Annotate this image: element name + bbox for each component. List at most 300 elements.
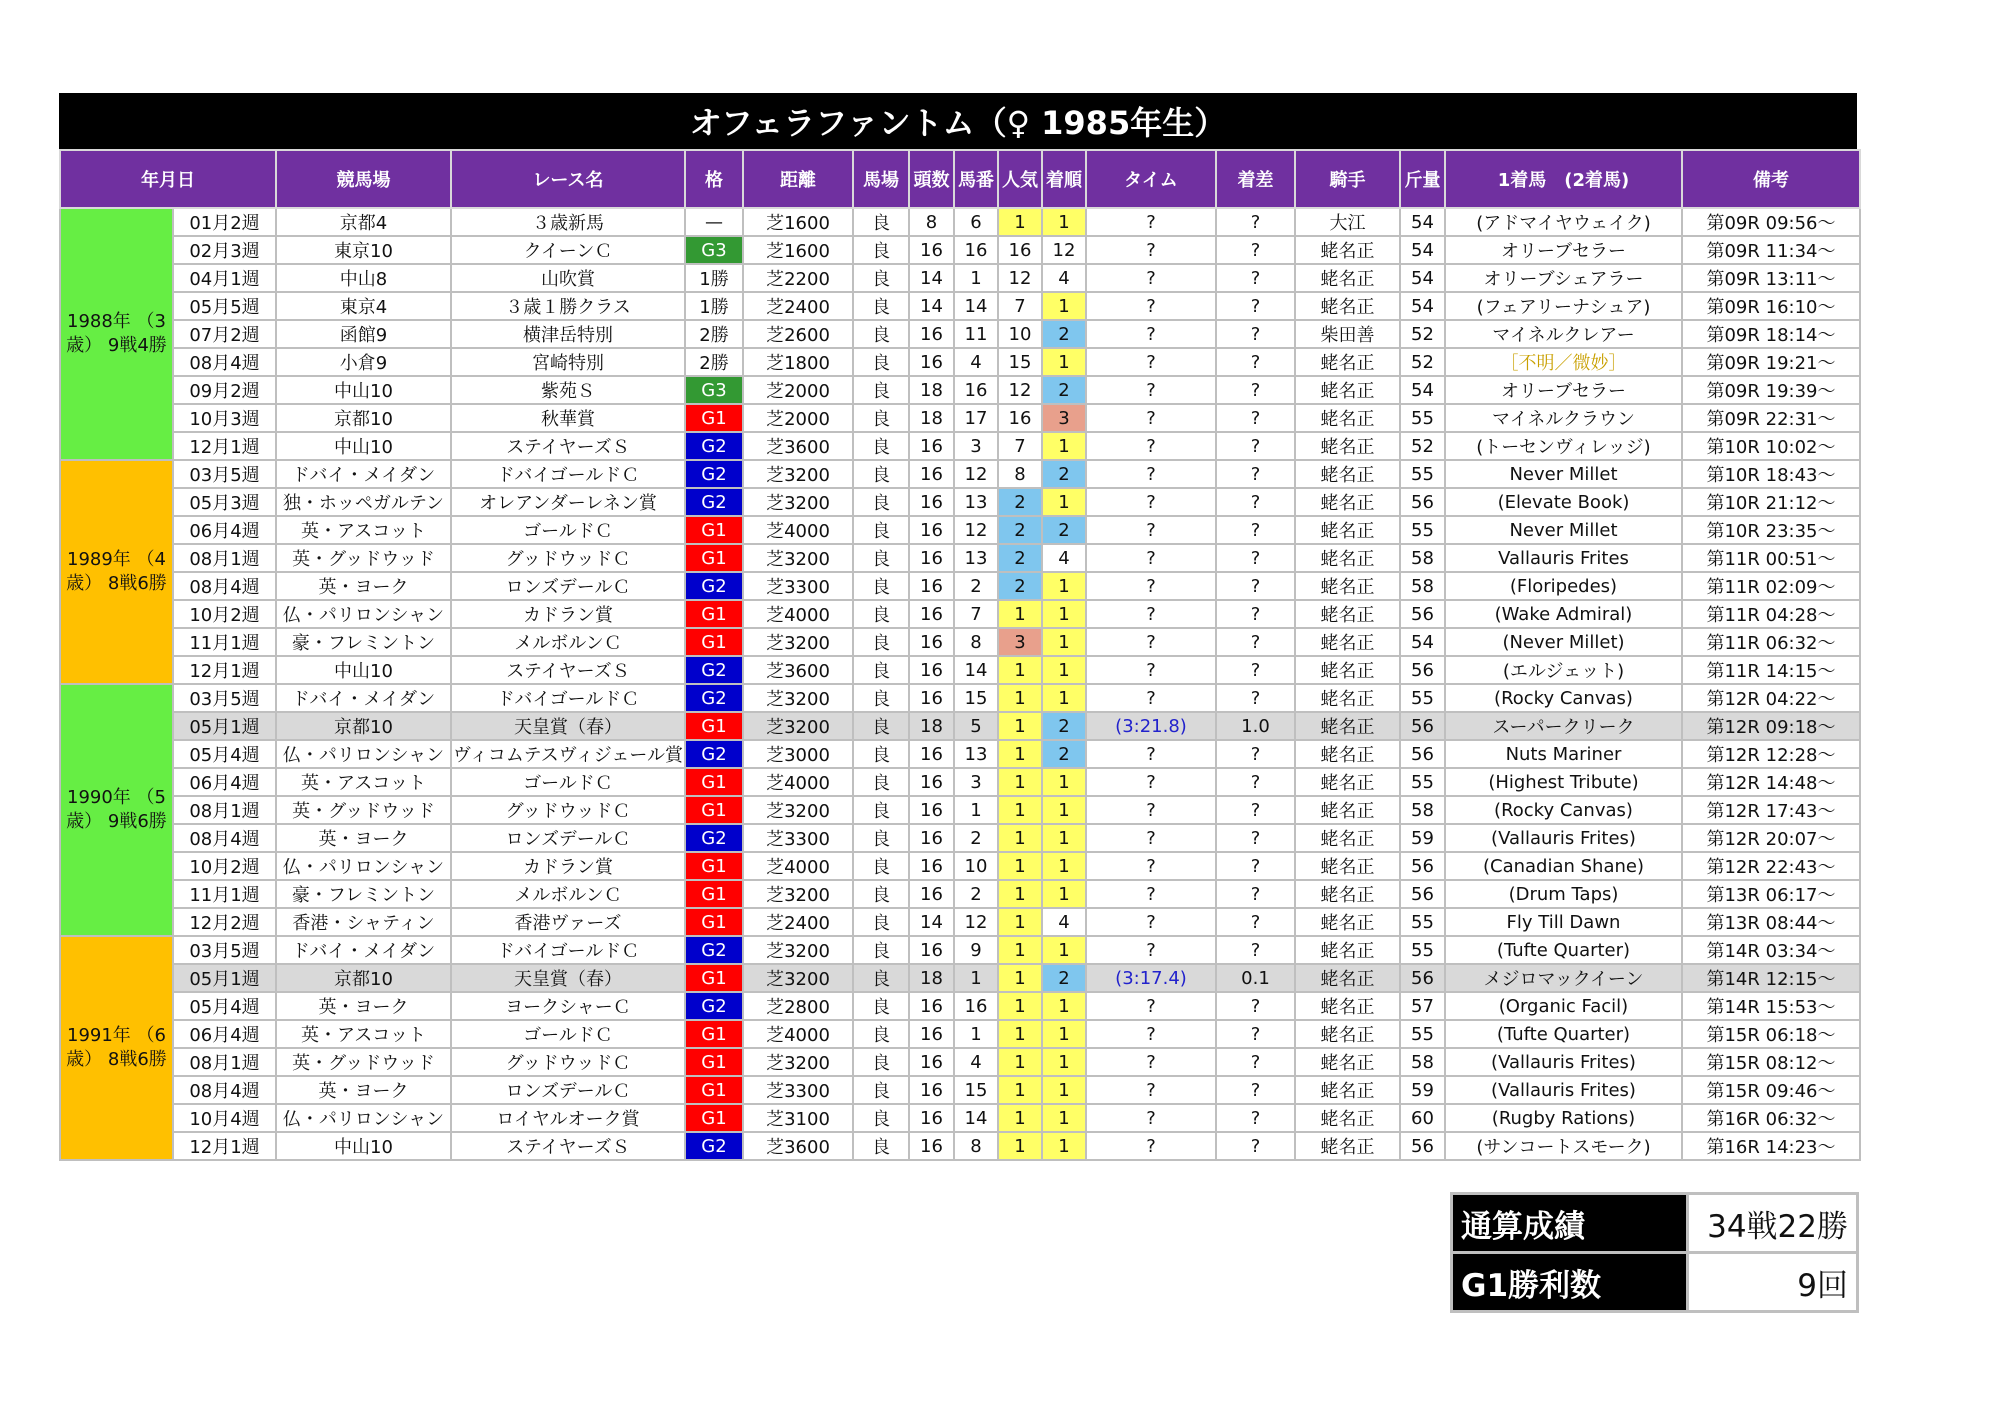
cell-horse-number: 8: [954, 1132, 998, 1160]
table-row: [60, 768, 1860, 796]
cell-winner: (Never Millet): [1445, 628, 1682, 656]
table-row: [60, 712, 1860, 740]
table-row: [60, 236, 1860, 264]
cell-time: ?: [1086, 908, 1216, 936]
cell-runners: 16: [909, 348, 954, 376]
cell-going: 良: [853, 460, 909, 488]
cell-popularity: 1: [998, 936, 1042, 964]
cell-finish: 1: [1042, 1132, 1086, 1160]
cell-runners: 16: [909, 460, 954, 488]
cell-notes: 第09R 11:34～: [1682, 236, 1860, 264]
cell-time: ?: [1086, 600, 1216, 628]
cell-weight: 56: [1400, 880, 1445, 908]
cell-race-name: ロイヤルオーク賞: [451, 1104, 685, 1132]
cell-weight: 60: [1400, 1104, 1445, 1132]
cell-runners: 16: [909, 824, 954, 852]
cell-jockey: 蛯名正: [1295, 1132, 1400, 1160]
cell-grade: G1: [685, 964, 743, 992]
cell-going: 良: [853, 544, 909, 572]
cell-jockey: 蛯名正: [1295, 740, 1400, 768]
cell-week: 03月5週: [173, 460, 276, 488]
summary-row-career: [1452, 1194, 1858, 1253]
cell-grade: G3: [685, 236, 743, 264]
cell-going: 良: [853, 264, 909, 292]
cell-jockey: 蛯名正: [1295, 992, 1400, 1020]
cell-margin: ?: [1216, 852, 1295, 880]
cell-margin: 0.1: [1216, 964, 1295, 992]
cell-popularity: 1: [998, 880, 1042, 908]
cell-margin: ?: [1216, 908, 1295, 936]
cell-horse-number: 6: [954, 208, 998, 236]
cell-distance: 芝3200: [743, 684, 853, 712]
cell-winner: マイネルクレアー: [1445, 320, 1682, 348]
cell-finish: 12: [1042, 236, 1086, 264]
cell-winner: (Highest Tribute): [1445, 768, 1682, 796]
cell-runners: 16: [909, 516, 954, 544]
cell-course: 仏・パリロンシャン: [276, 740, 451, 768]
cell-time: ?: [1086, 628, 1216, 656]
cell-going: 良: [853, 1048, 909, 1076]
cell-notes: 第14R 12:15～: [1682, 964, 1860, 992]
cell-runners: 16: [909, 684, 954, 712]
cell-time: ?: [1086, 488, 1216, 516]
cell-going: 良: [853, 488, 909, 516]
header-winner: 1着馬 (2着馬): [1445, 150, 1682, 208]
cell-going: 良: [853, 684, 909, 712]
cell-grade: G1: [685, 600, 743, 628]
cell-margin: ?: [1216, 320, 1295, 348]
cell-course: 東京10: [276, 236, 451, 264]
cell-week: 10月2週: [173, 600, 276, 628]
cell-runners: 18: [909, 964, 954, 992]
cell-horse-number: 12: [954, 460, 998, 488]
cell-race-name: グッドウッドＣ: [451, 796, 685, 824]
cell-weight: 56: [1400, 852, 1445, 880]
cell-horse-number: 12: [954, 908, 998, 936]
cell-margin: ?: [1216, 544, 1295, 572]
cell-time: ?: [1086, 348, 1216, 376]
cell-grade: 2勝: [685, 348, 743, 376]
cell-race-name: ゴールドＣ: [451, 768, 685, 796]
header-notes: 備考: [1682, 150, 1860, 208]
cell-horse-number: 14: [954, 292, 998, 320]
cell-course: 英・ヨーク: [276, 824, 451, 852]
header-weight: 斤量: [1400, 150, 1445, 208]
cell-week: 02月3週: [173, 236, 276, 264]
cell-popularity: 10: [998, 320, 1042, 348]
page-title: オフェラファントム（♀ 1985年生）: [59, 93, 1857, 149]
cell-grade: G1: [685, 712, 743, 740]
cell-course: 香港・シャティン: [276, 908, 451, 936]
header-finish: 着順: [1042, 150, 1086, 208]
cell-time: ?: [1086, 880, 1216, 908]
cell-popularity: 1: [998, 1048, 1042, 1076]
cell-margin: ?: [1216, 936, 1295, 964]
cell-runners: 16: [909, 768, 954, 796]
table-row: [60, 432, 1860, 460]
cell-distance: 芝4000: [743, 1020, 853, 1048]
cell-race-name: 横津岳特別: [451, 320, 685, 348]
cell-week: 08月1週: [173, 1048, 276, 1076]
cell-runners: 16: [909, 572, 954, 600]
cell-week: 08月4週: [173, 1076, 276, 1104]
table-row: [60, 628, 1860, 656]
cell-horse-number: 2: [954, 824, 998, 852]
cell-weight: 56: [1400, 656, 1445, 684]
cell-jockey: 蛯名正: [1295, 1104, 1400, 1132]
cell-course: 英・グッドウッド: [276, 544, 451, 572]
cell-runners: 16: [909, 936, 954, 964]
cell-going: 良: [853, 992, 909, 1020]
cell-course: 仏・パリロンシャン: [276, 600, 451, 628]
cell-popularity: 16: [998, 404, 1042, 432]
cell-distance: 芝4000: [743, 600, 853, 628]
cell-horse-number: 1: [954, 964, 998, 992]
cell-time: ?: [1086, 264, 1216, 292]
cell-week: 01月2週: [173, 208, 276, 236]
cell-finish: 1: [1042, 768, 1086, 796]
cell-horse-number: 5: [954, 712, 998, 740]
cell-distance: 芝3000: [743, 740, 853, 768]
cell-jockey: 蛯名正: [1295, 572, 1400, 600]
cell-grade: G1: [685, 768, 743, 796]
cell-horse-number: 17: [954, 404, 998, 432]
cell-weight: 56: [1400, 600, 1445, 628]
cell-week: 05月4週: [173, 740, 276, 768]
cell-margin: ?: [1216, 768, 1295, 796]
cell-race-name: ドバイゴールドＣ: [451, 936, 685, 964]
cell-race-name: メルボルンＣ: [451, 628, 685, 656]
cell-margin: ?: [1216, 880, 1295, 908]
cell-finish: 1: [1042, 852, 1086, 880]
cell-weight: 54: [1400, 236, 1445, 264]
cell-race-name: 宮崎特別: [451, 348, 685, 376]
cell-jockey: 蛯名正: [1295, 908, 1400, 936]
cell-winner: (Tufte Quarter): [1445, 1020, 1682, 1048]
cell-finish: 1: [1042, 432, 1086, 460]
cell-race-name: ヨークシャーＣ: [451, 992, 685, 1020]
cell-notes: 第12R 04:22～: [1682, 684, 1860, 712]
cell-horse-number: 3: [954, 432, 998, 460]
cell-distance: 芝3300: [743, 1076, 853, 1104]
cell-horse-number: 10: [954, 852, 998, 880]
cell-jockey: 大江: [1295, 208, 1400, 236]
cell-notes: 第12R 22:43～: [1682, 852, 1860, 880]
cell-winner: (トーセンヴィレッジ): [1445, 432, 1682, 460]
cell-going: 良: [853, 292, 909, 320]
cell-margin: ?: [1216, 992, 1295, 1020]
cell-weight: 55: [1400, 768, 1445, 796]
cell-notes: 第15R 09:46～: [1682, 1076, 1860, 1104]
cell-weight: 57: [1400, 992, 1445, 1020]
cell-going: 良: [853, 656, 909, 684]
cell-grade: G1: [685, 1048, 743, 1076]
cell-horse-number: 12: [954, 516, 998, 544]
cell-distance: 芝3200: [743, 460, 853, 488]
cell-course: 英・アスコット: [276, 1020, 451, 1048]
cell-going: 良: [853, 936, 909, 964]
cell-grade: G1: [685, 880, 743, 908]
cell-week: 08月4週: [173, 572, 276, 600]
cell-going: 良: [853, 628, 909, 656]
cell-finish: 1: [1042, 1048, 1086, 1076]
cell-week: 08月1週: [173, 796, 276, 824]
cell-notes: 第10R 21:12～: [1682, 488, 1860, 516]
cell-race-name: ロンズデールＣ: [451, 572, 685, 600]
cell-weight: 54: [1400, 628, 1445, 656]
cell-popularity: 15: [998, 348, 1042, 376]
table-row: [60, 544, 1860, 572]
cell-distance: 芝3200: [743, 964, 853, 992]
cell-margin: ?: [1216, 516, 1295, 544]
cell-horse-number: 16: [954, 236, 998, 264]
career-value: 34戦22勝: [1688, 1194, 1858, 1253]
table-row: [60, 796, 1860, 824]
cell-course: ドバイ・メイダン: [276, 684, 451, 712]
table-row: [60, 992, 1860, 1020]
cell-going: 良: [853, 1076, 909, 1104]
cell-winner: (Organic Facil): [1445, 992, 1682, 1020]
cell-winner: マイネルクラウン: [1445, 404, 1682, 432]
cell-time: ?: [1086, 992, 1216, 1020]
cell-time: ?: [1086, 376, 1216, 404]
cell-margin: ?: [1216, 236, 1295, 264]
header-runners: 頭数: [909, 150, 954, 208]
cell-grade: G2: [685, 656, 743, 684]
cell-weight: 59: [1400, 1076, 1445, 1104]
cell-weight: 52: [1400, 320, 1445, 348]
cell-winner: (エルジェット): [1445, 656, 1682, 684]
cell-finish: 3: [1042, 404, 1086, 432]
cell-race-name: ゴールドＣ: [451, 1020, 685, 1048]
cell-notes: 第16R 14:23～: [1682, 1132, 1860, 1160]
cell-race-name: ドバイゴールドＣ: [451, 460, 685, 488]
cell-popularity: 1: [998, 208, 1042, 236]
cell-course: ドバイ・メイダン: [276, 460, 451, 488]
cell-distance: 芝3200: [743, 1048, 853, 1076]
cell-weight: 55: [1400, 936, 1445, 964]
cell-time: ?: [1086, 516, 1216, 544]
cell-popularity: 1: [998, 964, 1042, 992]
cell-jockey: 蛯名正: [1295, 460, 1400, 488]
summary-row-g1: [1452, 1253, 1858, 1312]
cell-race-name: グッドウッドＣ: [451, 1048, 685, 1076]
cell-runners: 18: [909, 712, 954, 740]
cell-race-name: カドラン賞: [451, 600, 685, 628]
cell-jockey: 蛯名正: [1295, 376, 1400, 404]
cell-winner: オリーブセラー: [1445, 376, 1682, 404]
cell-jockey: 蛯名正: [1295, 236, 1400, 264]
cell-finish: 4: [1042, 544, 1086, 572]
table-row: [60, 264, 1860, 292]
cell-jockey: 蛯名正: [1295, 880, 1400, 908]
cell-notes: 第12R 12:28～: [1682, 740, 1860, 768]
cell-runners: 8: [909, 208, 954, 236]
cell-grade: 1勝: [685, 264, 743, 292]
cell-popularity: 1: [998, 1020, 1042, 1048]
cell-distance: 芝2200: [743, 264, 853, 292]
cell-grade: G2: [685, 684, 743, 712]
cell-grade: —: [685, 208, 743, 236]
table-row: [60, 488, 1860, 516]
cell-winner: Vallauris Frites: [1445, 544, 1682, 572]
cell-margin: 1.0: [1216, 712, 1295, 740]
cell-time: ?: [1086, 1076, 1216, 1104]
cell-popularity: 1: [998, 852, 1042, 880]
cell-course: 英・アスコット: [276, 768, 451, 796]
cell-race-name: 天皇賞（春）: [451, 964, 685, 992]
cell-race-name: 香港ヴァーズ: [451, 908, 685, 936]
cell-going: 良: [853, 964, 909, 992]
cell-week: 05月1週: [173, 712, 276, 740]
cell-distance: 芝2600: [743, 320, 853, 348]
cell-margin: ?: [1216, 824, 1295, 852]
cell-going: 良: [853, 376, 909, 404]
cell-horse-number: 9: [954, 936, 998, 964]
cell-winner: (Floripedes): [1445, 572, 1682, 600]
cell-horse-number: 8: [954, 628, 998, 656]
cell-distance: 芝3600: [743, 432, 853, 460]
cell-course: 仏・パリロンシャン: [276, 852, 451, 880]
cell-notes: 第09R 19:39～: [1682, 376, 1860, 404]
cell-margin: ?: [1216, 376, 1295, 404]
cell-course: 豪・フレミントン: [276, 880, 451, 908]
cell-grade: G1: [685, 404, 743, 432]
cell-popularity: 8: [998, 460, 1042, 488]
cell-course: 中山10: [276, 376, 451, 404]
cell-week: 12月1週: [173, 1132, 276, 1160]
cell-grade: 1勝: [685, 292, 743, 320]
cell-weight: 56: [1400, 740, 1445, 768]
cell-horse-number: 7: [954, 600, 998, 628]
cell-popularity: 1: [998, 1076, 1042, 1104]
cell-runners: 16: [909, 1020, 954, 1048]
cell-time: ?: [1086, 320, 1216, 348]
cell-jockey: 蛯名正: [1295, 1076, 1400, 1104]
table-row: [60, 656, 1860, 684]
cell-horse-number: 13: [954, 488, 998, 516]
cell-week: 05月5週: [173, 292, 276, 320]
cell-going: 良: [853, 320, 909, 348]
cell-race-name: ３歳１勝クラス: [451, 292, 685, 320]
cell-horse-number: 16: [954, 992, 998, 1020]
cell-grade: G2: [685, 432, 743, 460]
cell-winner: (Canadian Shane): [1445, 852, 1682, 880]
cell-distance: 芝3200: [743, 544, 853, 572]
header-going: 馬場: [853, 150, 909, 208]
cell-popularity: 1: [998, 1132, 1042, 1160]
cell-finish: 2: [1042, 712, 1086, 740]
cell-horse-number: 1: [954, 264, 998, 292]
cell-time: (3:21.8): [1086, 712, 1216, 740]
cell-finish: 1: [1042, 1076, 1086, 1104]
cell-finish: 1: [1042, 208, 1086, 236]
cell-finish: 4: [1042, 908, 1086, 936]
cell-course: 京都4: [276, 208, 451, 236]
cell-distance: 芝3200: [743, 880, 853, 908]
cell-weight: 55: [1400, 404, 1445, 432]
cell-finish: 2: [1042, 964, 1086, 992]
cell-going: 良: [853, 796, 909, 824]
table-row: [60, 936, 1860, 964]
cell-horse-number: 16: [954, 376, 998, 404]
cell-runners: 16: [909, 1132, 954, 1160]
table-row: [60, 600, 1860, 628]
cell-margin: ?: [1216, 796, 1295, 824]
cell-winner: (Elevate Book): [1445, 488, 1682, 516]
cell-winner: メジロマックイーン: [1445, 964, 1682, 992]
cell-margin: ?: [1216, 1104, 1295, 1132]
cell-jockey: 蛯名正: [1295, 628, 1400, 656]
cell-distance: 芝3200: [743, 936, 853, 964]
cell-time: ?: [1086, 852, 1216, 880]
cell-distance: 芝3600: [743, 1132, 853, 1160]
cell-runners: 14: [909, 264, 954, 292]
cell-going: 良: [853, 852, 909, 880]
cell-going: 良: [853, 1020, 909, 1048]
cell-margin: ?: [1216, 1020, 1295, 1048]
cell-finish: 1: [1042, 1104, 1086, 1132]
cell-weight: 54: [1400, 376, 1445, 404]
cell-race-name: クイーンＣ: [451, 236, 685, 264]
cell-race-name: オレアンダーレネン賞: [451, 488, 685, 516]
cell-finish: 1: [1042, 572, 1086, 600]
cell-margin: ?: [1216, 600, 1295, 628]
cell-horse-number: 4: [954, 348, 998, 376]
cell-finish: 2: [1042, 460, 1086, 488]
cell-race-name: ステイヤーズＳ: [451, 1132, 685, 1160]
cell-course: ドバイ・メイダン: [276, 936, 451, 964]
cell-horse-number: 13: [954, 544, 998, 572]
cell-course: 英・グッドウッド: [276, 1048, 451, 1076]
cell-week: 12月1週: [173, 432, 276, 460]
cell-distance: 芝2000: [743, 404, 853, 432]
cell-distance: 芝4000: [743, 768, 853, 796]
cell-going: 良: [853, 516, 909, 544]
summary-table: [1450, 1192, 1859, 1313]
cell-popularity: 1: [998, 740, 1042, 768]
cell-notes: 第10R 18:43～: [1682, 460, 1860, 488]
cell-distance: 芝3200: [743, 796, 853, 824]
cell-grade: G2: [685, 992, 743, 1020]
cell-course: 中山10: [276, 432, 451, 460]
cell-weight: 58: [1400, 1048, 1445, 1076]
cell-margin: ?: [1216, 264, 1295, 292]
cell-notes: 第11R 14:15～: [1682, 656, 1860, 684]
cell-jockey: 蛯名正: [1295, 1048, 1400, 1076]
cell-weight: 59: [1400, 824, 1445, 852]
cell-jockey: 蛯名正: [1295, 404, 1400, 432]
cell-popularity: 12: [998, 376, 1042, 404]
cell-going: 良: [853, 824, 909, 852]
header-time: タイム: [1086, 150, 1216, 208]
cell-runners: 16: [909, 432, 954, 460]
cell-jockey: 蛯名正: [1295, 796, 1400, 824]
cell-distance: 芝3200: [743, 628, 853, 656]
cell-time: ?: [1086, 1020, 1216, 1048]
table-row: [60, 208, 1860, 236]
cell-finish: 2: [1042, 516, 1086, 544]
cell-weight: 58: [1400, 796, 1445, 824]
cell-race-name: ロンズデールＣ: [451, 1076, 685, 1104]
g1-label: G1勝利数: [1452, 1253, 1688, 1312]
cell-notes: 第11R 00:51～: [1682, 544, 1860, 572]
cell-horse-number: 15: [954, 684, 998, 712]
cell-notes: 第16R 06:32～: [1682, 1104, 1860, 1132]
cell-race-name: 秋華賞: [451, 404, 685, 432]
cell-distance: 芝3100: [743, 1104, 853, 1132]
cell-jockey: 蛯名正: [1295, 1020, 1400, 1048]
